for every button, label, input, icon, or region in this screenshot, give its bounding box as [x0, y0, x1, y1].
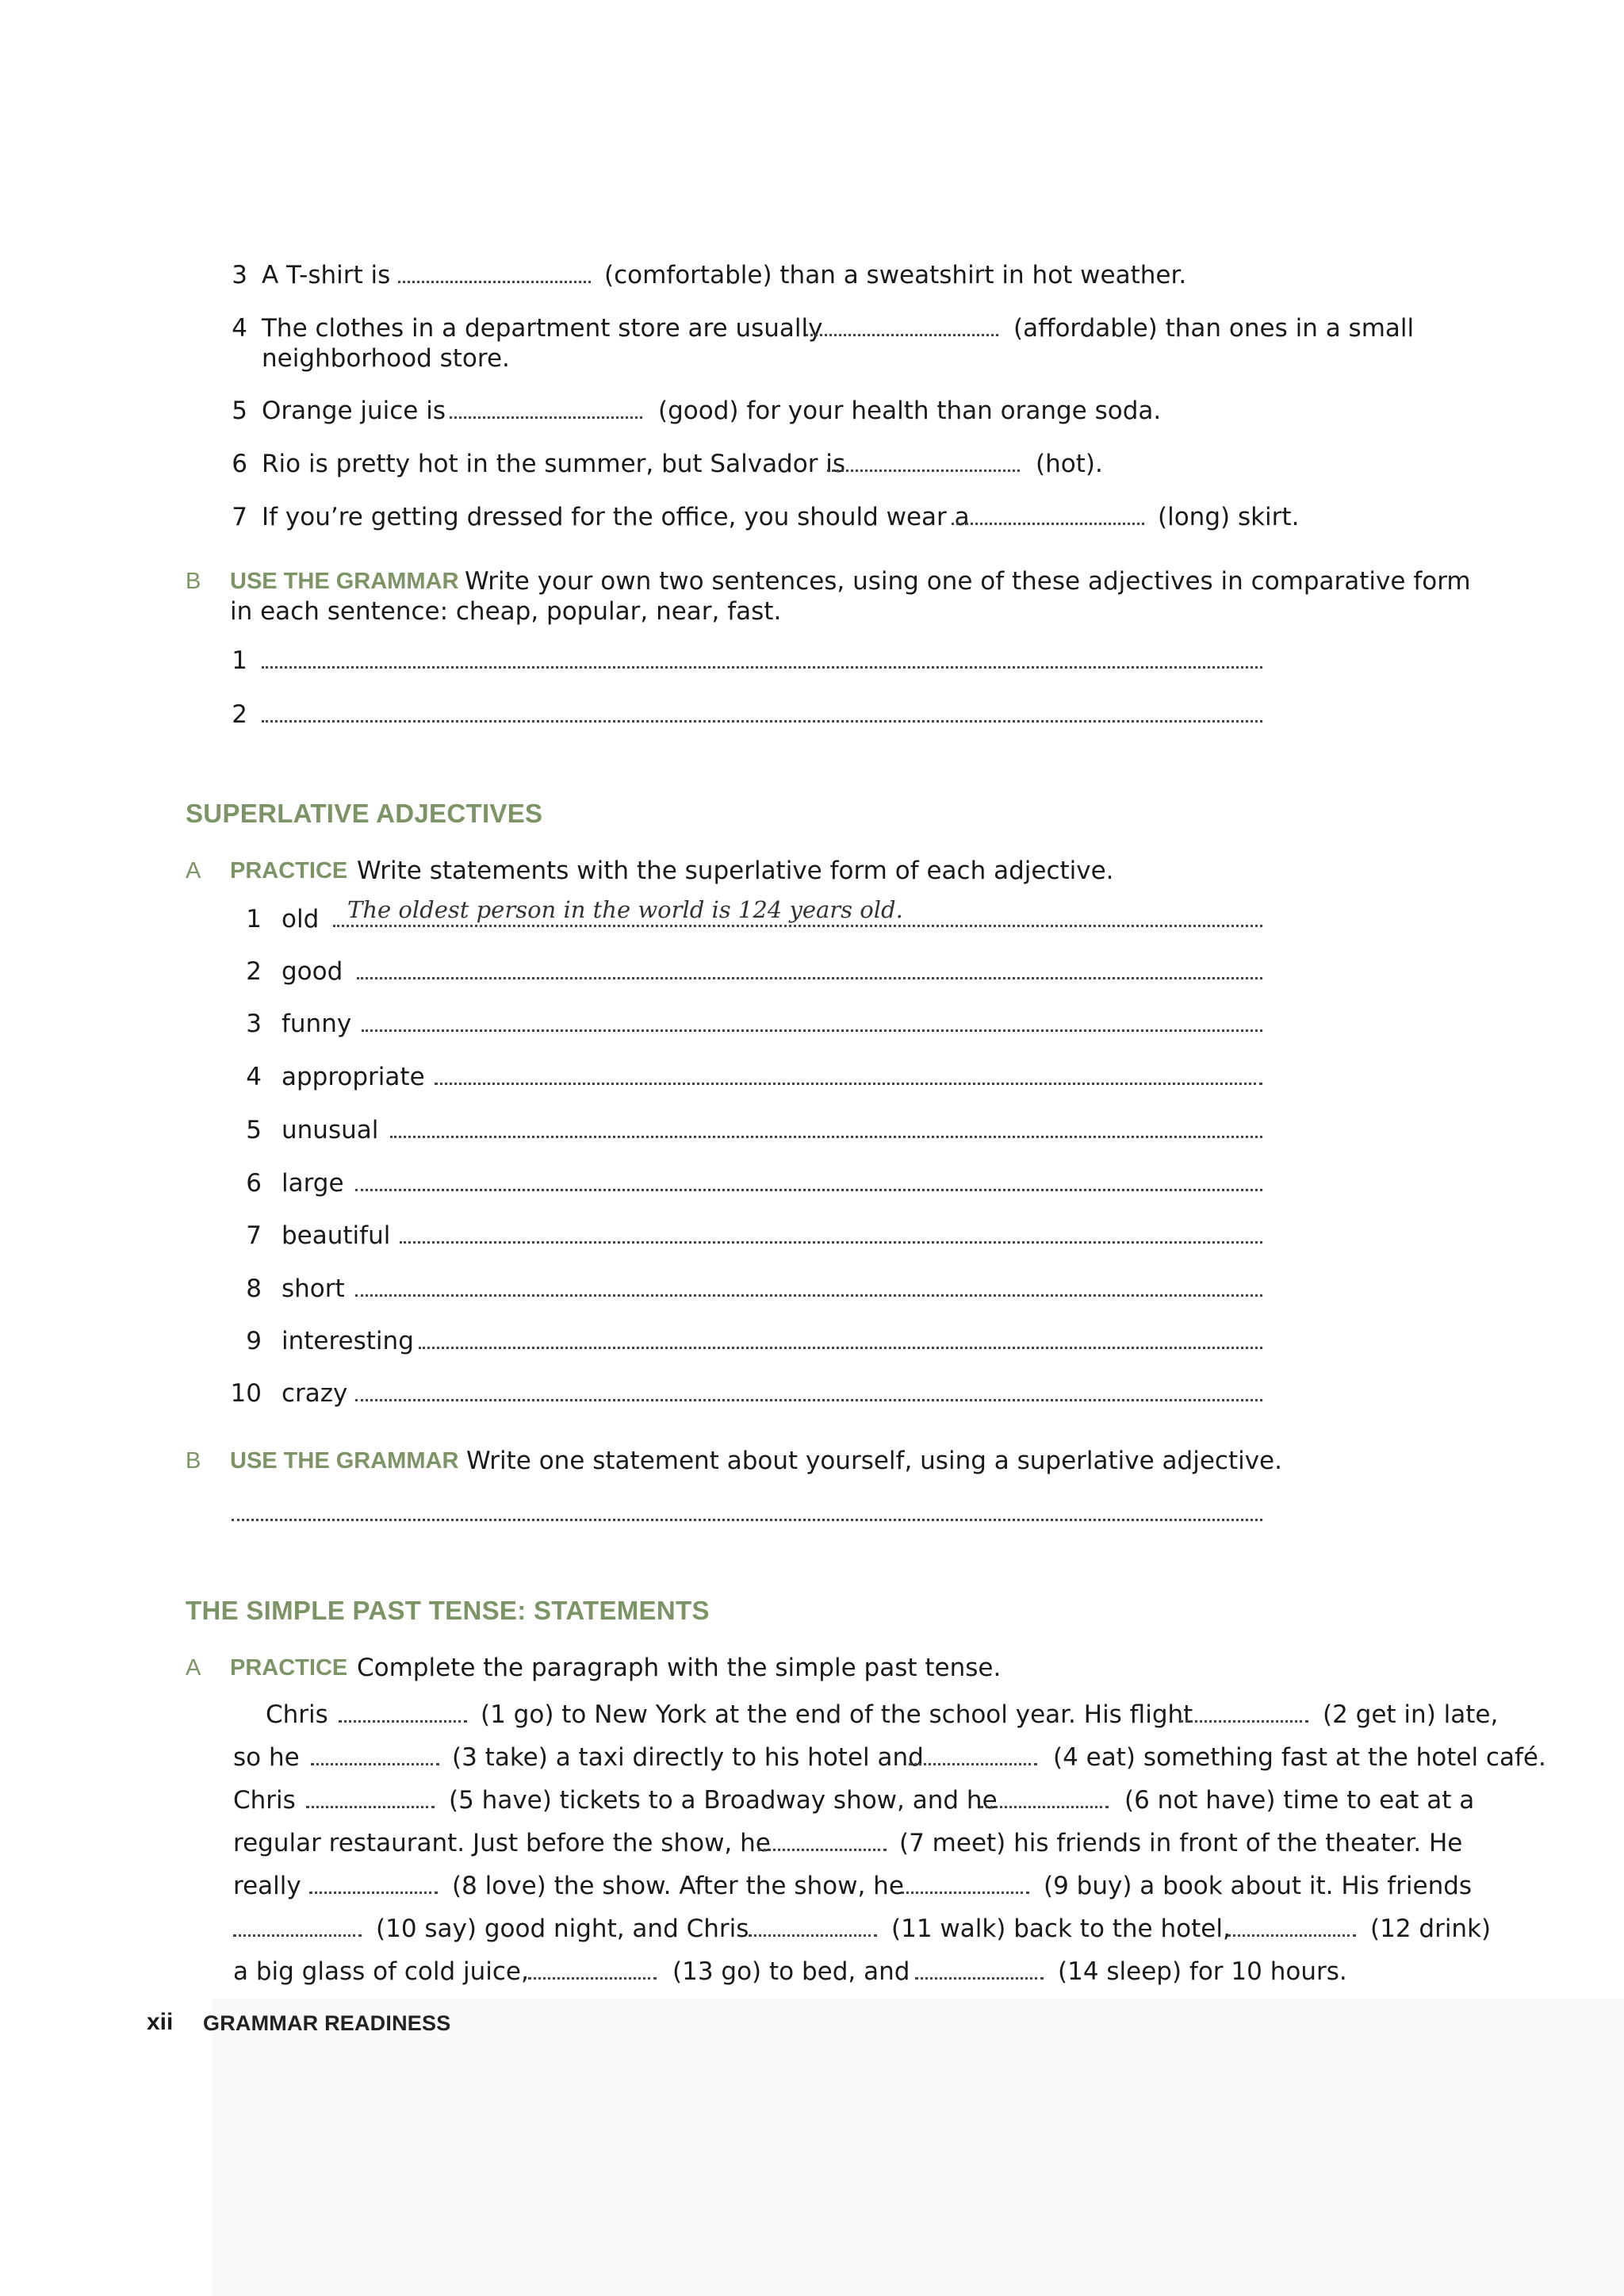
exercise-letter: B: [186, 1448, 201, 1474]
paragraph-text: (5 have) tickets to a Broadway show, and he: [449, 1786, 998, 1815]
instruction-text: in each sentence: cheap, popular, near, fast.: [230, 597, 782, 626]
answer-blank[interactable]: [952, 512, 1144, 525]
answer-blank[interactable]: [390, 1125, 1262, 1138]
item-text: If you’re getting dressed for the office, you should wear a: [262, 503, 970, 531]
paragraph-text: (13 go) to bed, and: [672, 1957, 910, 1986]
use-grammar-label: USE THE GRAMMAR: [230, 569, 459, 594]
item-number: 7: [246, 1221, 262, 1250]
item-number: 5: [232, 397, 247, 425]
example-answer: The oldest person in the world is 124 years old.: [347, 896, 903, 923]
item-number: 4: [246, 1063, 262, 1091]
answer-blank[interactable]: [362, 1018, 1262, 1032]
answer-blank[interactable]: [901, 1880, 1029, 1894]
item-number: 9: [246, 1327, 262, 1355]
page-number: xii: [147, 2009, 174, 2035]
answer-blank[interactable]: [528, 1966, 657, 1980]
section-heading: SUPERLATIVE ADJECTIVES: [186, 799, 543, 828]
answer-blank[interactable]: [233, 1923, 362, 1937]
item-text: (hot).: [1036, 450, 1103, 478]
answer-blank[interactable]: [355, 1283, 1262, 1297]
use-grammar-label: USE THE GRAMMAR: [230, 1448, 459, 1474]
paragraph-text: (9 buy) a book about it. His friends: [1044, 1872, 1473, 1900]
adjective: large: [282, 1169, 344, 1198]
answer-blank[interactable]: [915, 1966, 1044, 1980]
paragraph-text: (11 walk) back to the hotel,: [891, 1915, 1231, 1943]
item-number: 4: [232, 314, 247, 343]
item-number: 1: [246, 905, 262, 933]
item-text: (long) skirt.: [1158, 503, 1300, 531]
paragraph-text: really: [233, 1872, 301, 1900]
item-text: (good) for your health than orange soda.: [658, 397, 1162, 425]
answer-blank[interactable]: [419, 1336, 1262, 1349]
answer-blank[interactable]: [827, 458, 1020, 472]
practice-label: PRACTICE: [230, 858, 348, 884]
answer-blank[interactable]: [262, 655, 1262, 669]
item-text: (affordable) than ones in a small: [1013, 314, 1415, 343]
item-number: 2: [232, 700, 247, 729]
paragraph-text: (14 sleep) for 10 hours.: [1058, 1957, 1347, 1986]
item-number: 10: [230, 1379, 262, 1408]
answer-blank[interactable]: [355, 1388, 1262, 1401]
item-text: (comfortable) than a sweatshirt in hot weather.: [604, 261, 1187, 289]
answer-blank[interactable]: [806, 323, 998, 336]
answer-blank[interactable]: [357, 966, 1262, 979]
adjective: crazy: [282, 1379, 348, 1408]
paragraph-text: (12 drink): [1370, 1915, 1492, 1943]
bottom-shade: [213, 1999, 1624, 2296]
paragraph-text: a big glass of cold juice,: [233, 1957, 529, 1986]
paragraph-text: (3 take) a taxi directly to his hotel and: [452, 1743, 924, 1772]
practice-label: PRACTICE: [230, 1655, 348, 1681]
adjective: unusual: [282, 1116, 379, 1144]
paragraph-text: (2 get in) late,: [1323, 1700, 1499, 1729]
answer-blank[interactable]: [306, 1795, 435, 1808]
answer-blank[interactable]: [749, 1923, 877, 1937]
paragraph-text: (8 love) the show. After the show, he: [452, 1872, 904, 1900]
item-number: 3: [246, 1010, 262, 1038]
exercise-letter: B: [186, 569, 201, 594]
item-number: 6: [232, 450, 247, 478]
instruction-text: Write your own two sentences, using one of these adjectives in comparative form: [465, 567, 1471, 596]
answer-blank[interactable]: [355, 1178, 1262, 1191]
paragraph-text: (4 eat) something fast at the hotel café.: [1053, 1743, 1546, 1772]
instruction-text: Complete the paragraph with the simple past tense.: [357, 1654, 1002, 1682]
answer-blank[interactable]: [435, 1071, 1262, 1085]
instruction-text: Write statements with the superlative form of each adjective.: [357, 857, 1114, 885]
item-number: 6: [246, 1169, 262, 1198]
answer-blank[interactable]: [339, 1709, 467, 1723]
answer-blank[interactable]: [309, 1880, 438, 1894]
paragraph-text: (1 go) to New York at the end of the school year. His flight: [481, 1700, 1193, 1729]
answer-blank[interactable]: [909, 1752, 1037, 1765]
instruction-text: Write one statement about yourself, using a superlative adjective.: [466, 1447, 1282, 1475]
exercise-letter: A: [186, 858, 201, 884]
adjective: old: [282, 905, 320, 933]
item-text: neighborhood store.: [262, 344, 510, 373]
paragraph-text: (7 meet) his friends in front of the theater. He: [899, 1829, 1463, 1857]
item-number: 2: [246, 957, 262, 986]
answer-blank[interactable]: [1180, 1709, 1308, 1723]
item-number: 5: [246, 1116, 262, 1144]
paragraph-text: so he: [233, 1743, 300, 1772]
paragraph-text: regular restaurant. Just before the show, he: [233, 1829, 771, 1857]
answer-blank[interactable]: [398, 270, 591, 283]
answer-blank[interactable]: [262, 709, 1262, 723]
adjective: funny: [282, 1010, 352, 1038]
answer-blank[interactable]: [1228, 1923, 1356, 1937]
paragraph-text: Chris: [266, 1700, 328, 1729]
answer-blank[interactable]: [232, 1508, 1262, 1521]
adjective: short: [282, 1274, 345, 1303]
paragraph-text: (10 say) good night, and Chris: [376, 1915, 749, 1943]
item-text: Orange juice is: [262, 397, 446, 425]
adjective: beautiful: [282, 1221, 391, 1250]
answer-blank[interactable]: [450, 405, 642, 419]
adjective: interesting: [282, 1327, 414, 1355]
running-footer: GRAMMAR READINESS: [203, 2011, 451, 2035]
item-number: 3: [232, 261, 247, 289]
item-text: The clothes in a department store are usually: [262, 314, 823, 343]
answer-blank[interactable]: [758, 1838, 887, 1851]
exercise-letter: A: [186, 1655, 201, 1681]
answer-blank[interactable]: [400, 1230, 1262, 1244]
paragraph-text: Chris: [233, 1786, 296, 1815]
adjective: good: [282, 957, 343, 986]
item-text: A T-shirt is: [262, 261, 391, 289]
item-number: 7: [232, 503, 247, 531]
paragraph-text: (6 not have) time to eat at a: [1124, 1786, 1475, 1815]
section-heading: THE SIMPLE PAST TENSE: STATEMENTS: [186, 1596, 710, 1625]
answer-blank[interactable]: [980, 1795, 1109, 1808]
item-number: 1: [232, 646, 247, 675]
adjective: appropriate: [282, 1063, 425, 1091]
answer-blank[interactable]: [311, 1752, 439, 1765]
item-text: Rio is pretty hot in the summer, but Salvador is: [262, 450, 846, 478]
item-number: 8: [246, 1274, 262, 1303]
